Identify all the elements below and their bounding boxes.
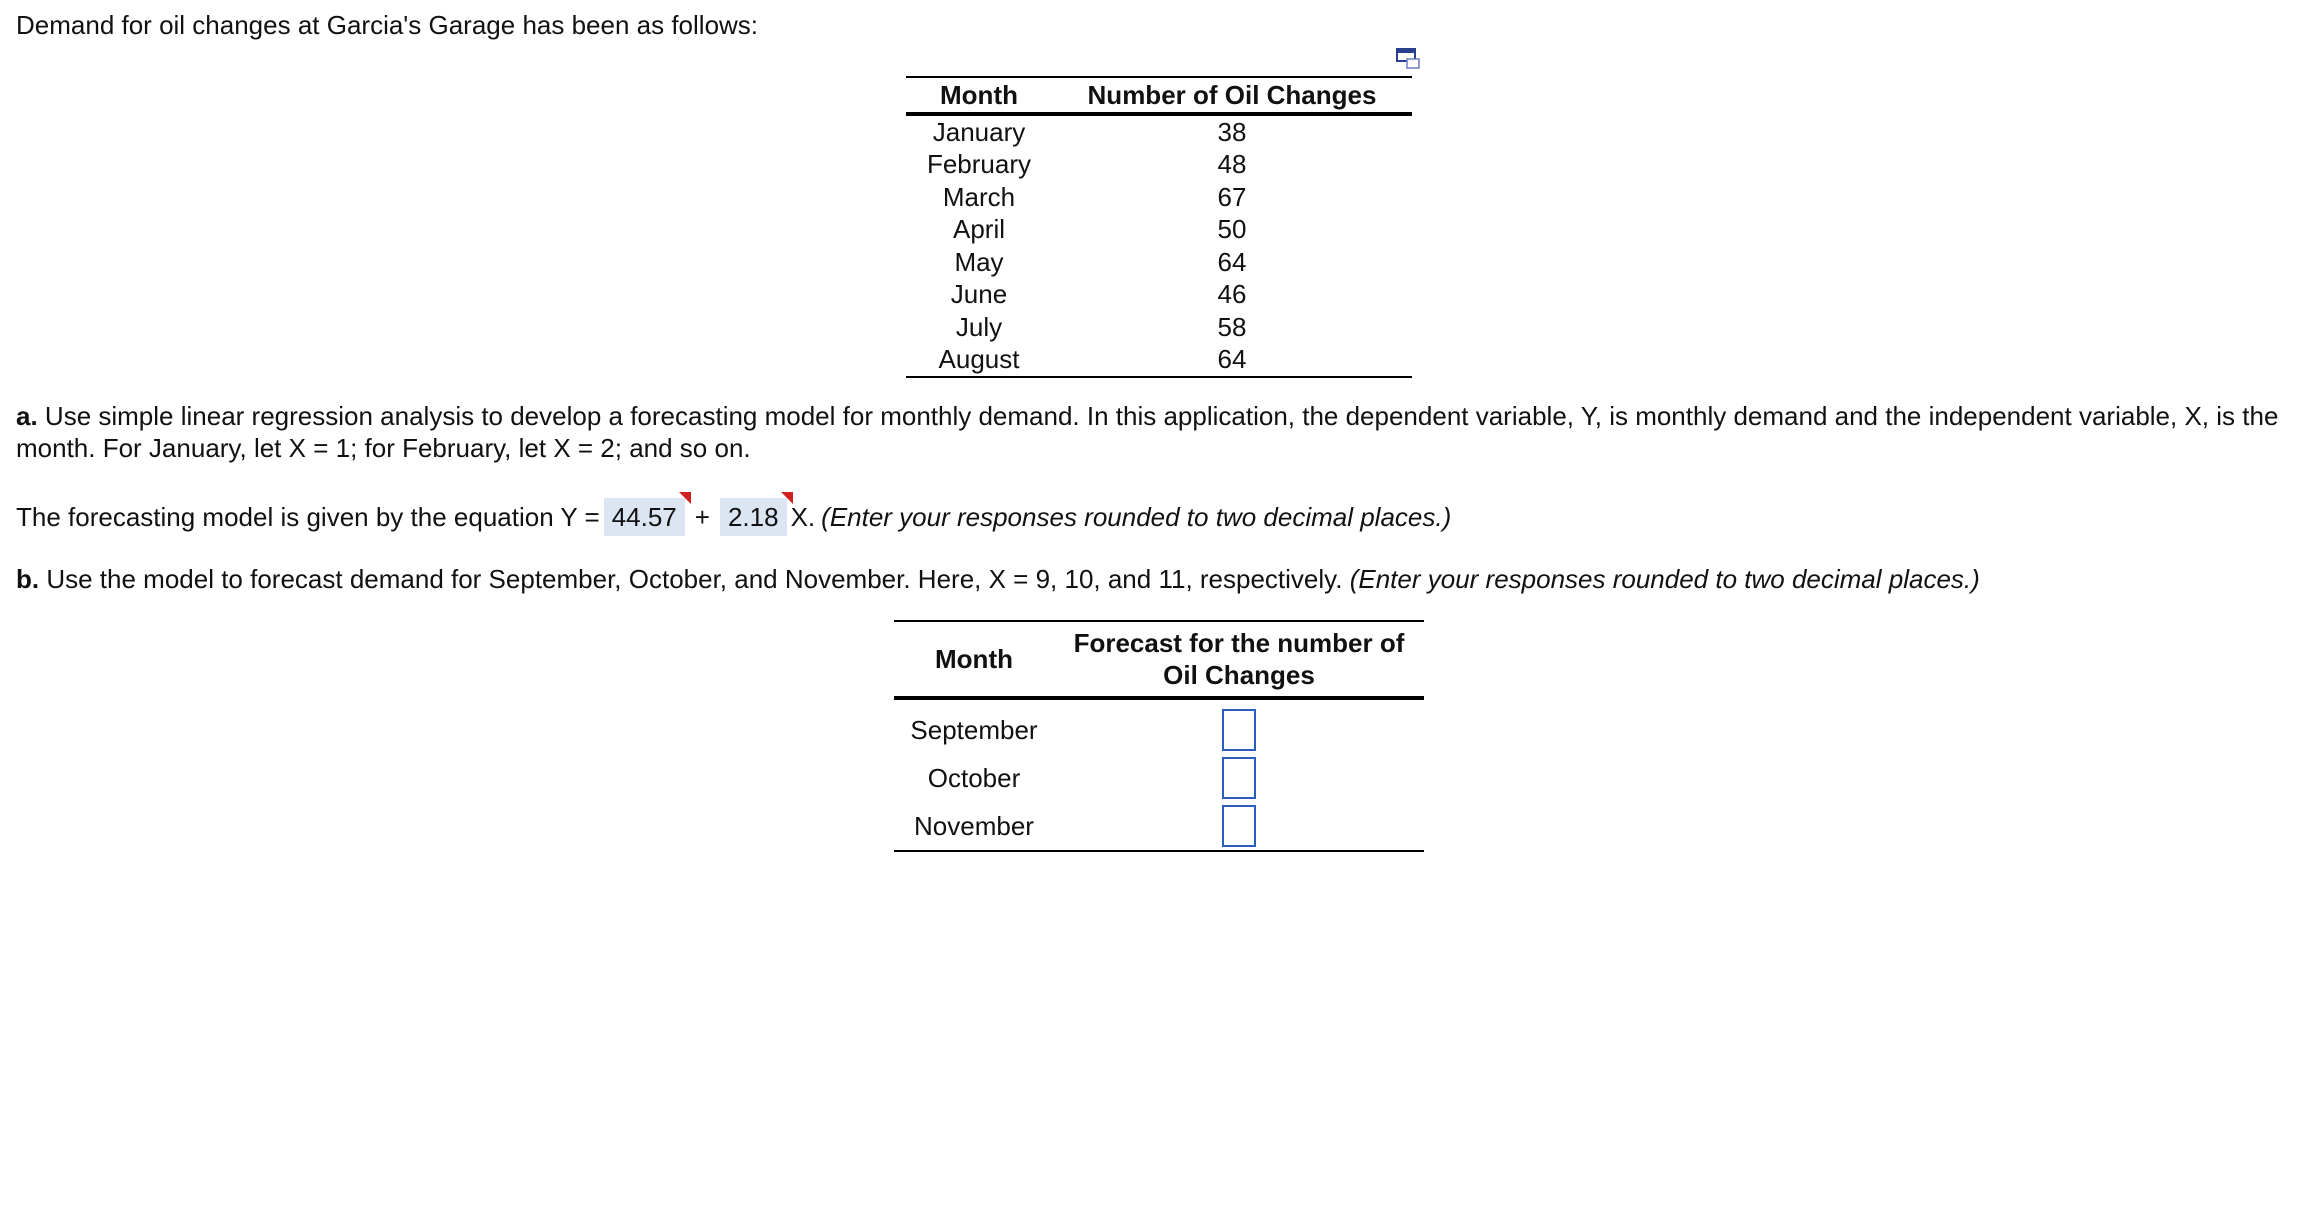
month-cell: July	[955, 311, 1003, 342]
copy-table-icon[interactable]	[1396, 48, 1422, 70]
slope-value: 2.18	[727, 502, 779, 532]
oil-changes-cell: 64	[1217, 344, 1247, 375]
rounding-hint: (Enter your responses rounded to two decimal places.)	[1349, 564, 1980, 594]
table-row	[906, 311, 1412, 344]
table-row	[906, 246, 1412, 279]
table-row	[906, 279, 1412, 312]
slope-answer-field[interactable]	[720, 498, 787, 536]
table-row	[894, 754, 1424, 802]
oil-changes-cell: 58	[1217, 311, 1247, 342]
month-cell: November	[914, 810, 1034, 841]
equation-prefix: The forecasting model is given by the equation Y =	[16, 502, 600, 532]
answer-flag-icon	[679, 492, 691, 504]
table-row	[906, 181, 1412, 214]
table-row	[906, 344, 1412, 378]
table-row	[894, 698, 1424, 754]
intro-text: Demand for oil changes at Garcia's Garage has been as follows:	[16, 10, 759, 40]
table-row	[906, 149, 1412, 182]
oil-changes-cell: 48	[1217, 149, 1247, 180]
oil-changes-cell: 38	[1217, 116, 1247, 147]
column-header-forecast: Forecast for the number of Oil Changes	[1054, 621, 1424, 698]
table-row	[906, 214, 1412, 247]
table-row	[894, 802, 1424, 851]
table-row	[906, 114, 1412, 149]
oil-changes-cell: 50	[1217, 214, 1247, 245]
forecast-table	[894, 620, 1424, 852]
part-a-label: a.	[16, 401, 38, 431]
month-cell: September	[910, 714, 1038, 745]
month-cell: February	[926, 149, 1032, 180]
intercept-value: 44.57	[611, 502, 677, 532]
forecast-november-input[interactable]	[1222, 805, 1256, 847]
oil-changes-cell: 64	[1217, 246, 1247, 277]
month-cell: May	[954, 246, 1004, 277]
equation-suffix: X.	[790, 502, 816, 532]
equation-line	[16, 498, 1451, 536]
column-header-oil-changes: Number of Oil Changes	[1052, 77, 1412, 114]
month-cell: April	[952, 214, 1005, 245]
forecast-october-input[interactable]	[1222, 757, 1256, 799]
plus-sign: +	[694, 502, 710, 532]
month-cell: January	[932, 116, 1026, 147]
part-a-text: Use simple linear regression analysis to develop a forecasting model for monthly demand. In this application, the dependent variable, Y, is monthly demand and the independent variable, X, is the month. For January, let X = 1; for February, let X = 2; and so on.	[16, 401, 2279, 463]
month-cell: March	[942, 181, 1016, 212]
oil-changes-cell: 67	[1217, 181, 1247, 212]
part-b-text: Use the model to forecast demand for September, October, and November. Here, X = 9, 10, and 11, respectively.	[39, 564, 1343, 594]
oil-changes-cell: 46	[1217, 279, 1247, 310]
demand-table	[906, 76, 1412, 378]
answer-flag-icon	[781, 492, 793, 504]
column-header-month: Month	[906, 77, 1052, 114]
part-b-instructions	[16, 562, 1980, 596]
month-cell: October	[927, 762, 1021, 793]
column-header-month: Month	[894, 621, 1054, 698]
part-a-instructions	[16, 400, 2306, 464]
part-b-label: b.	[16, 564, 40, 594]
rounding-hint: (Enter your responses rounded to two decimal places.)	[821, 502, 1452, 532]
month-cell: June	[950, 279, 1008, 310]
intercept-answer-field[interactable]	[604, 498, 685, 536]
forecast-september-input[interactable]	[1222, 709, 1256, 751]
month-cell: August	[938, 344, 1020, 375]
